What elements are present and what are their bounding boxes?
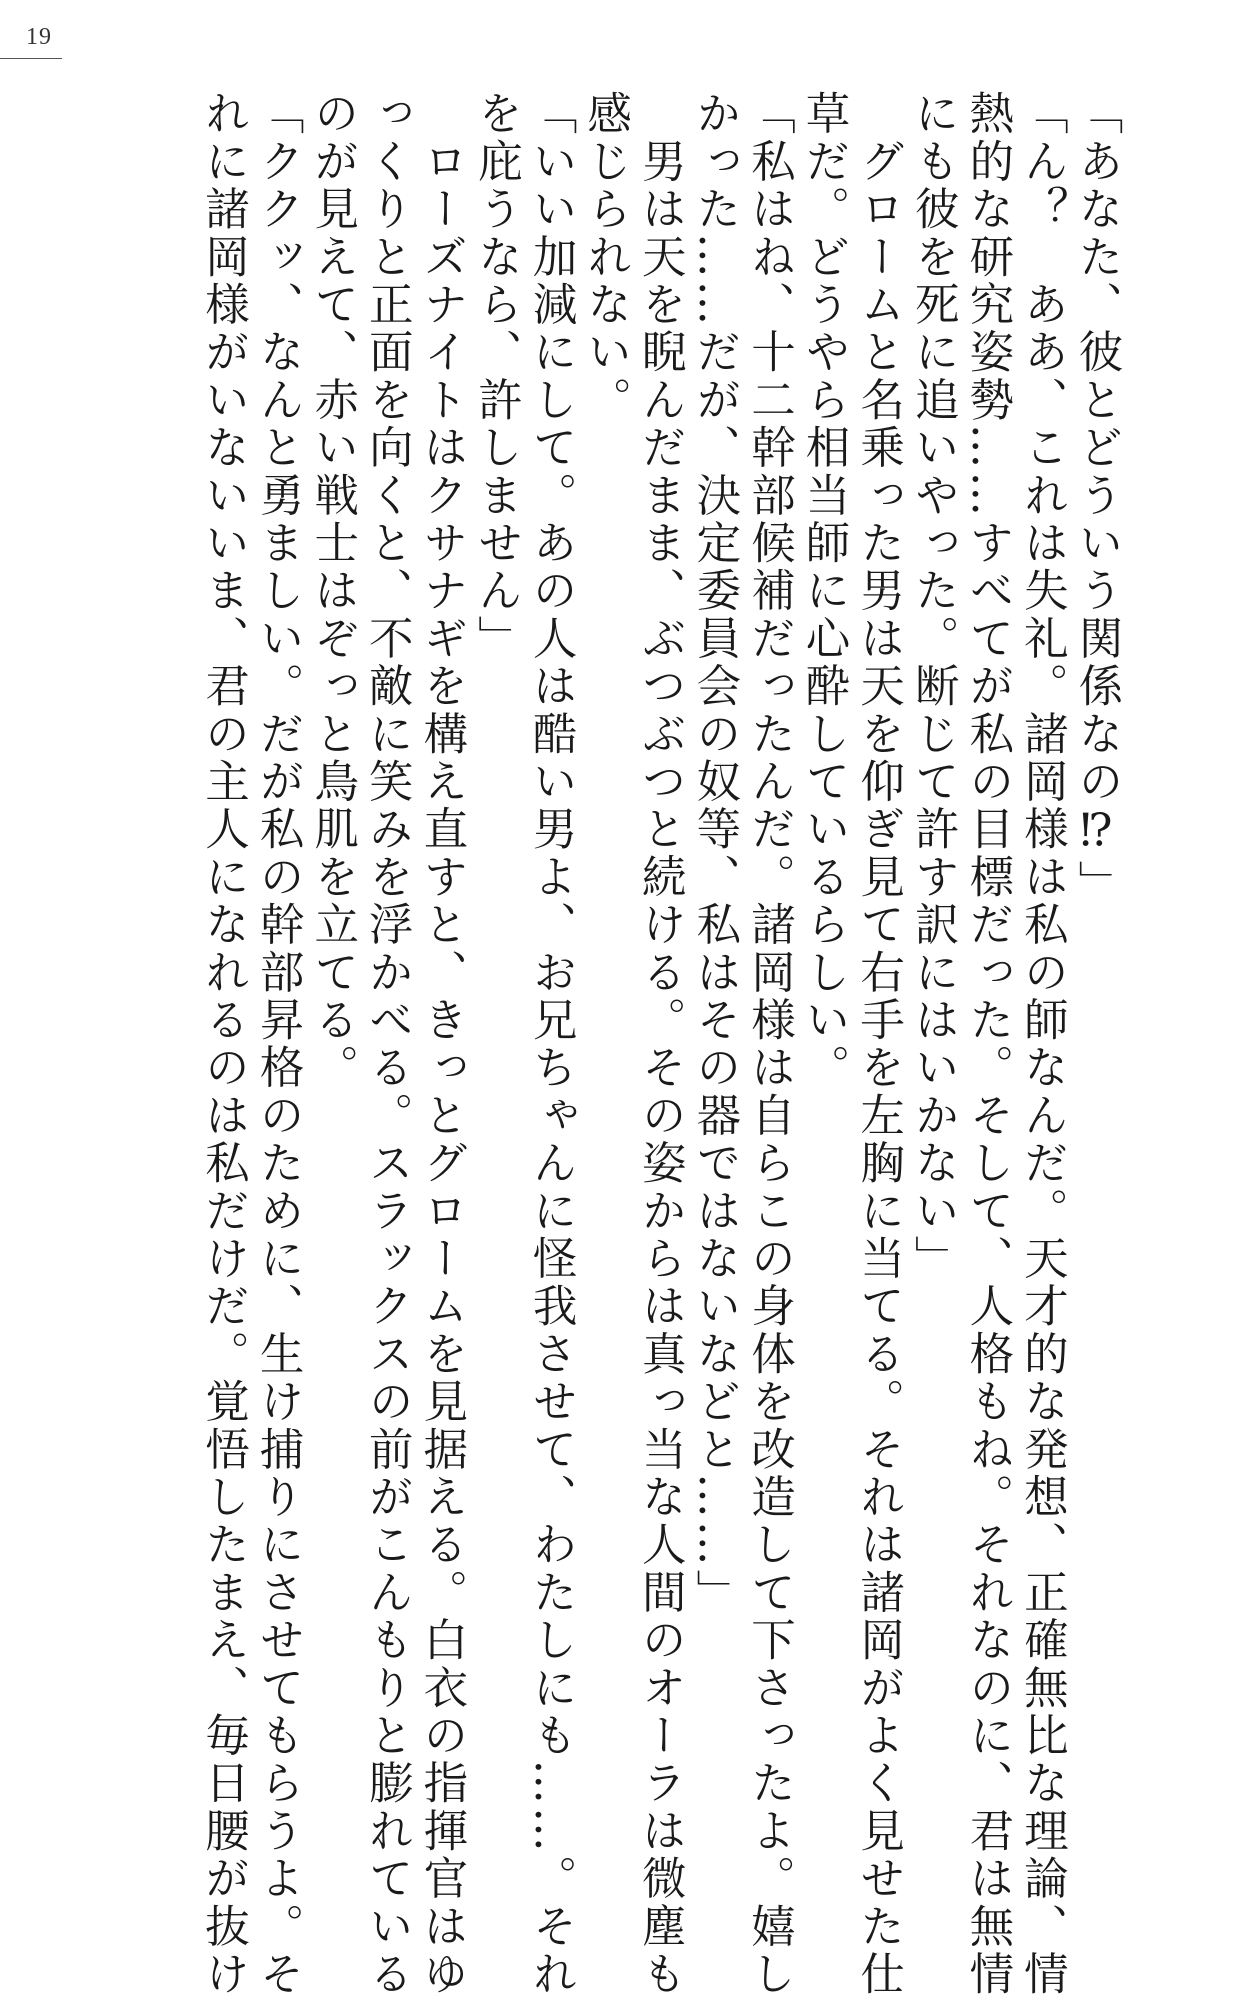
text-line: 「いい加減にして。あの人は酷い男よ、お兄ちゃんに怪我させて、わたしにも……。それ [525,90,577,1998]
text-line: 「ククッ、なんと勇ましい。だが私の幹部昇格のために、生け捕りにさせてもらうよ。そ [252,90,304,1998]
page-number-divider [0,58,62,59]
text-line: 熱的な研究姿勢……すべてが私の目標だった。そして、人格もね。それなのに、君は無情 [961,90,1013,1998]
text-line: かった……だが、決定委員会の奴等、私はその器ではないなどと……」 [688,90,740,1617]
text-line: れに諸岡様がいないいま、君の主人になれるのは私だけだ。覚悟したまえ、毎日腰が抜け [197,90,249,1998]
text-line: にも彼を死に追いやった。断じて許す訳にはいかない」 [907,90,959,1283]
text-line: 「あなた、彼とどういう関係なの⁉」 [1071,90,1122,908]
text-line: っくりと正面を向くと、不敵に笑みを浮かべる。スラックスの前がこんもりと膨れている [361,90,413,1998]
text-line: グロームと名乗った男は天を仰ぎ見て右手を左胸に当てる。それは諸岡がよく見せた仕 [852,90,904,1998]
text-line: 草だ。どうやら相当師に心酔しているらしい。 [798,90,850,1092]
text-line: 「私はね、十二幹部候補だったんだ。諸岡様は自らこの身体を改造して下さったよ。嬉し [743,90,795,1998]
page-number: 19 [26,24,52,50]
text-line: 男は天を睨んだまま、ぶつぶつと続ける。その姿からは真っ当な人間のオーラは微塵も [634,90,686,1998]
text-line: 「ん？ ああ、これは失礼。諸岡様は私の師なんだ。天才的な発想、正確無比な理論、情 [1016,90,1068,1998]
text-line: を庇うなら、許しません」 [470,90,522,663]
body-text [195,90,1123,1998]
text-line: のが見えて、赤い戦士はぞっと鳥肌を立てる。 [306,90,358,1092]
text-line: ローズナイトはクサナギを構え直すと、きっとグロームを見据える。白衣の指揮官はゆ [415,90,467,1998]
text-line: 感じられない。 [579,90,631,424]
